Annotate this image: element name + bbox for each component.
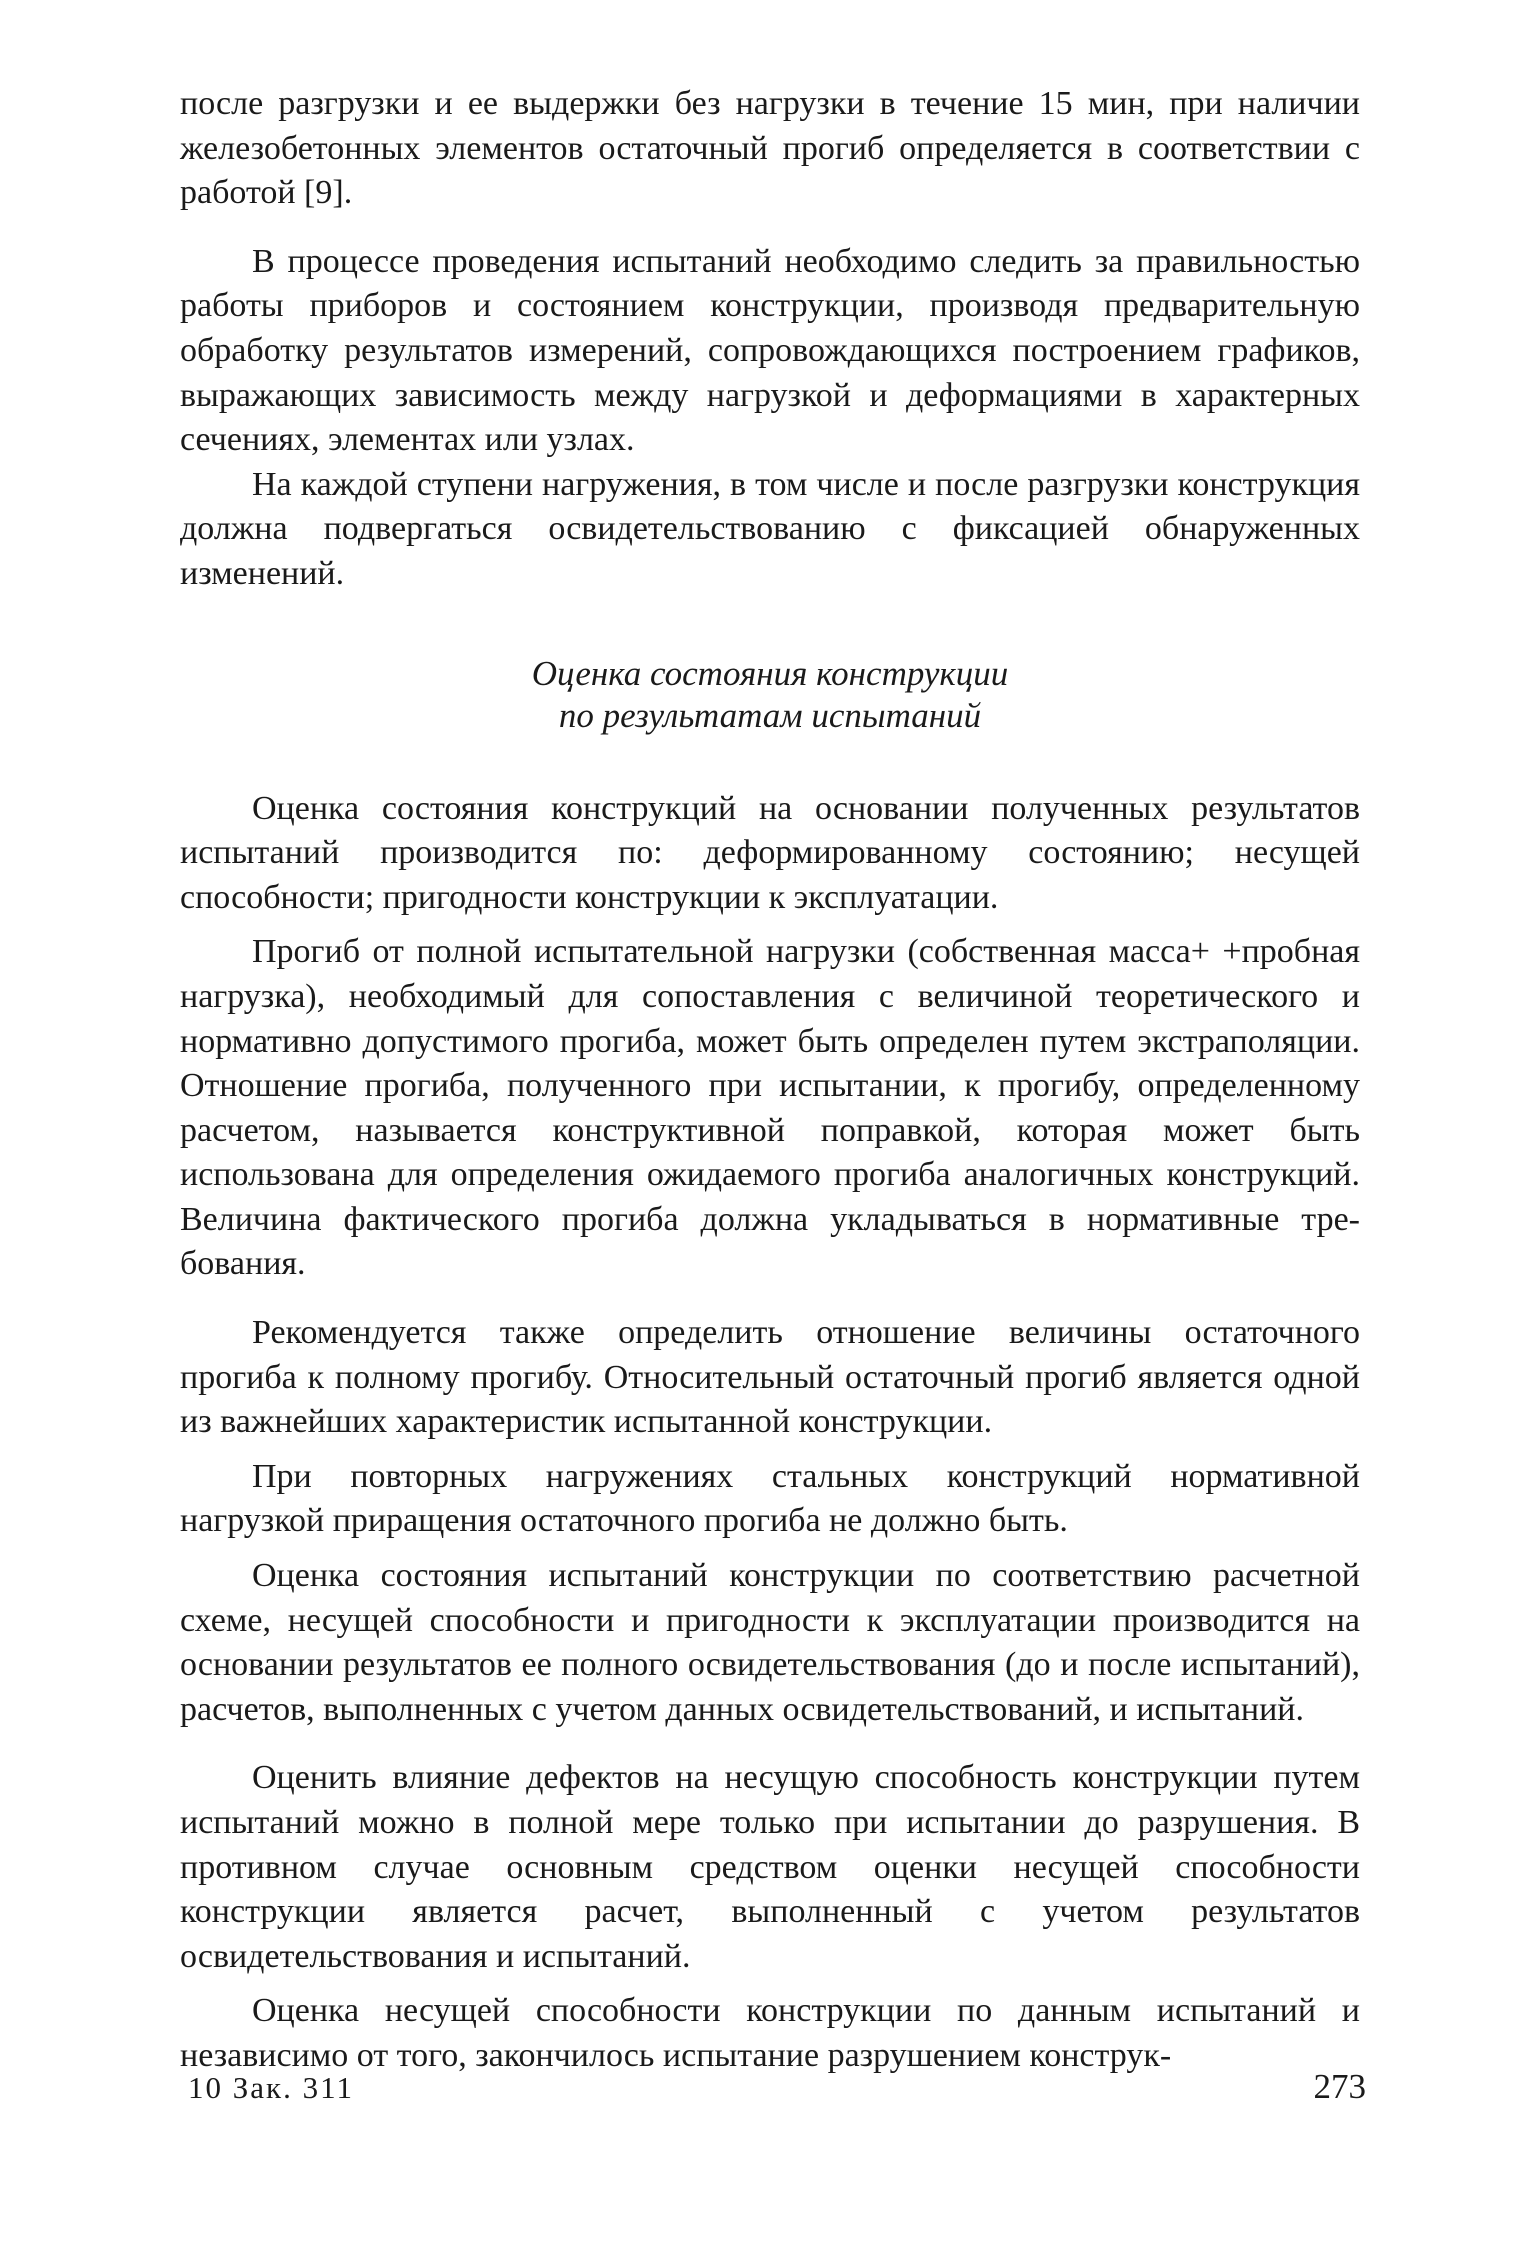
paragraph-test-monitoring: В процессе проведения испытаний необходимо следить за правильностью работы приборов и состоянием конструкции, производя предварительную обработку результатов измерений, сопровождающихся построением графиков, выражающих зависимость между нагрузкой и деформациями в характерных сечениях, элементах или узлах. <box>180 242 1360 459</box>
paragraph-bearing-capacity: Оценка несущей способности конструкции по данным испытаний и независимо от того, закончилось испытание разрушением конструк- <box>180 1992 1360 2074</box>
page-body <box>180 82 1360 2079</box>
paragraph-residual-deflection: Рекомендуется также определить отношение величины остаточного прогиба к полному прогибу. Относительный остаточный прогиб является одной из важнейших характеристик испытанной конструкции. <box>180 1314 1360 1441</box>
paragraph-continuation: после разгрузки и ее выдержки без нагрузки в течение 15 мин, при наличии железобетонных элементов остаточный прогиб определяется в соответствии с работой [9]. <box>180 85 1360 212</box>
section-heading-line-1: Оценка состояния конструкции <box>531 653 1009 693</box>
paragraph-deflection-extrapolation: Прогиб от полной испытательной нагрузки (собственная масса+ +пробная нагрузка), необходимый для сопоставления с величиной теоретического и нормативно допустимого прогиба, может быть определен путем экстраполяции. Отношение прогиба, полученного при испытании, к прогибу, определенному расчетом, называется конструктивной поправкой, которая может быть использована для определения ожидаемого прогиба аналогичных конструкций. Величина фактического прогиба должна укладываться в нормативные требования. <box>180 933 1360 1283</box>
paragraph-defects-influence: Оценить влияние дефектов на несущую способность конструкции путем испытаний можно в полной мере только при испытании до разрушения. В противном случае основным средством оценки несущей способности конструкции является расчет, выполненный с учетом результатов освидетельствования и испытаний. <box>180 1759 1360 1975</box>
paragraph-state-assessment: Оценка состояния испытаний конструкции по соответствию расчетной схеме, несущей способности и пригодности к эксплуатации производится на основании результатов ее полного освидетельствования (до и после испытаний), расчетов, выполненных с учетом данных освидетельствований, и испытаний. <box>180 1557 1360 1728</box>
paragraph-assessment-criteria: Оценка состояния конструкций на основании полученных результатов испытаний производится по: деформированному состоянию; несущей способности; пригодности конструкции к эксплуатации. <box>180 789 1360 916</box>
paragraph-inspection-each-stage: На каждой ступени нагружения, в том числе и после разгрузки конструкция должна подвергаться освидетельствованию с фиксацией обнаруженных изменений. <box>180 465 1360 592</box>
paragraph-repeated-loading: При повторных нагружениях стальных конструкций нормативной нагрузкой приращения остаточного прогиба не должно быть. <box>180 1457 1360 1540</box>
section-heading <box>180 653 1360 737</box>
page-number: 273 <box>1313 2067 1366 2106</box>
printer-signature: 10 Зак. 311 <box>188 2070 354 2105</box>
page-footer <box>188 2067 1366 2107</box>
section-heading-line-2: по результатам испытаний <box>558 695 982 735</box>
